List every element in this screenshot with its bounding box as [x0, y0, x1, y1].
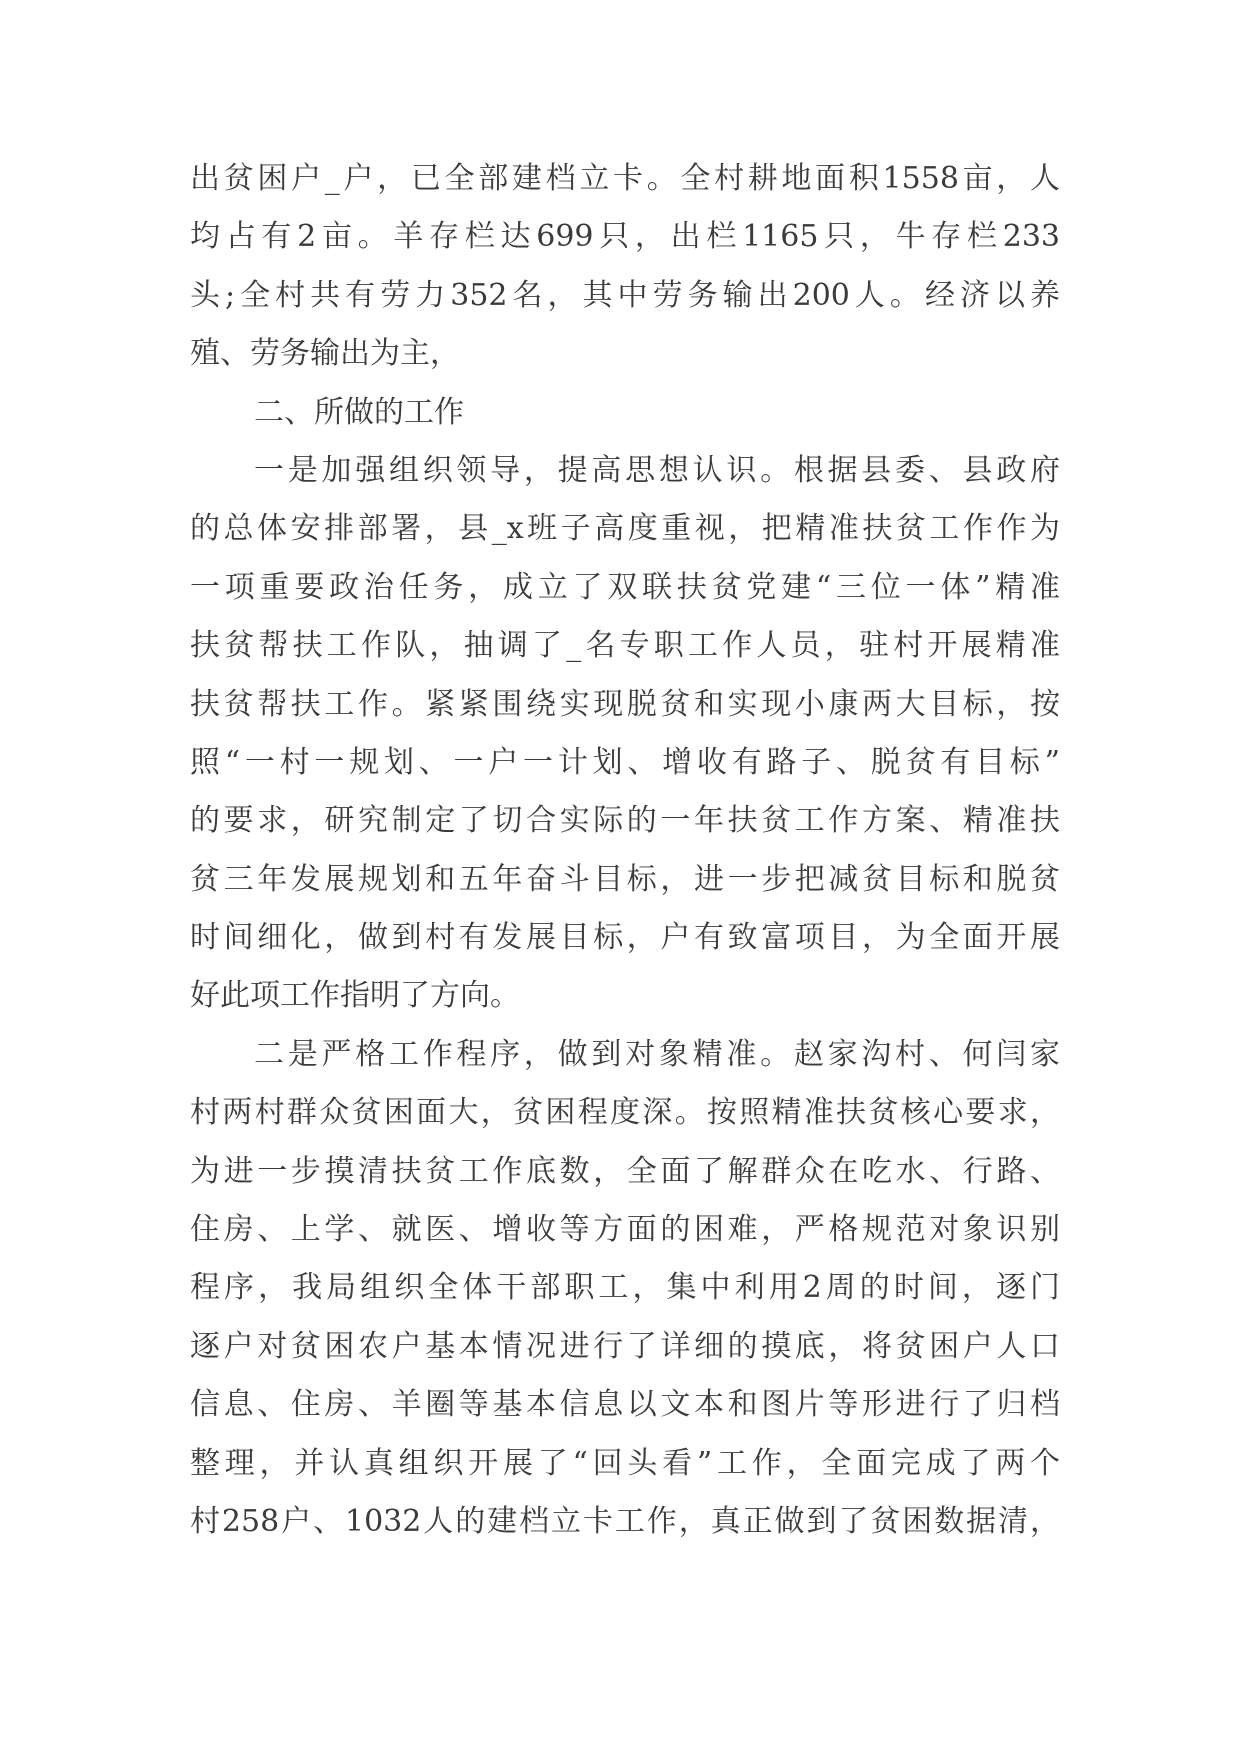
text-line: 时间细化，做到村有发展目标，户有致富项目，为全面开展	[190, 920, 1060, 956]
text-line: 程序，我局组织全体干部职工，集中利用2周的时间，逐门	[190, 1270, 1060, 1306]
text-line: 二是严格工作程序，做到对象精准。赵家沟村、何闫家	[254, 1036, 1060, 1072]
text-line: 村258户、1032人的建档立卡工作，真正做到了贫困数据清，	[190, 1503, 1060, 1539]
text-line: 照“一村一规划、一户一计划、增收有路子、脱贫有目标”	[190, 744, 1060, 780]
text-line: 贫三年发展规划和五年奋斗目标，进一步把减贫目标和脱贫	[190, 861, 1060, 897]
text-line: 的总体安排部署，县_x班子高度重视，把精准扶贫工作作为	[190, 511, 1060, 547]
text-line: 殖、劳务输出为主，	[190, 336, 460, 372]
text-line: 头;全村共有劳力352名，其中劳务输出200人。经济以养	[190, 277, 1060, 313]
text-line: 的要求，研究制定了切合实际的一年扶贫工作方案、精准扶	[190, 803, 1060, 839]
text-line: 出贫困户_户，已全部建档立卡。全村耕地面积1558亩，人	[190, 161, 1060, 196]
text-line: 一项重要政治任务，成立了双联扶贫党建“三位一体”精准	[190, 569, 1060, 605]
text-line: 信息、住房、羊圈等基本信息以文本和图片等形进行了归档	[190, 1387, 1060, 1423]
text-line: 逐户对贫困农户基本情况进行了详细的摸底，将贫困户人口	[190, 1328, 1060, 1364]
text-line: 住房、上学、就医、增收等方面的困难，严格规范对象识别	[190, 1212, 1060, 1248]
text-line: 均占有2亩。羊存栏达699只，出栏1165只，牛存栏233	[190, 219, 1060, 255]
body-text	[190, 150, 1060, 1551]
text-line: 好此项工作指明了方向。	[190, 978, 520, 1014]
text-line: 扶贫帮扶工作队，抽调了_名专职工作人员，驻村开展精准	[190, 628, 1060, 664]
text-line: 整理，并认真组织开展了“回头看”工作，全面完成了两个	[190, 1445, 1060, 1481]
section-heading: 二、所做的工作	[254, 394, 464, 430]
text-line: 扶贫帮扶工作。紧紧围绕实现脱贫和实现小康两大目标，按	[190, 686, 1060, 722]
text-line: 一是加强组织领导，提高思想认识。根据县委、县政府	[254, 452, 1060, 488]
text-line: 村两村群众贫困面大，贫困程度深。按照精准扶贫核心要求，	[190, 1095, 1060, 1131]
text-line: 为进一步摸清扶贫工作底数，全面了解群众在吃水、行路、	[190, 1153, 1060, 1189]
